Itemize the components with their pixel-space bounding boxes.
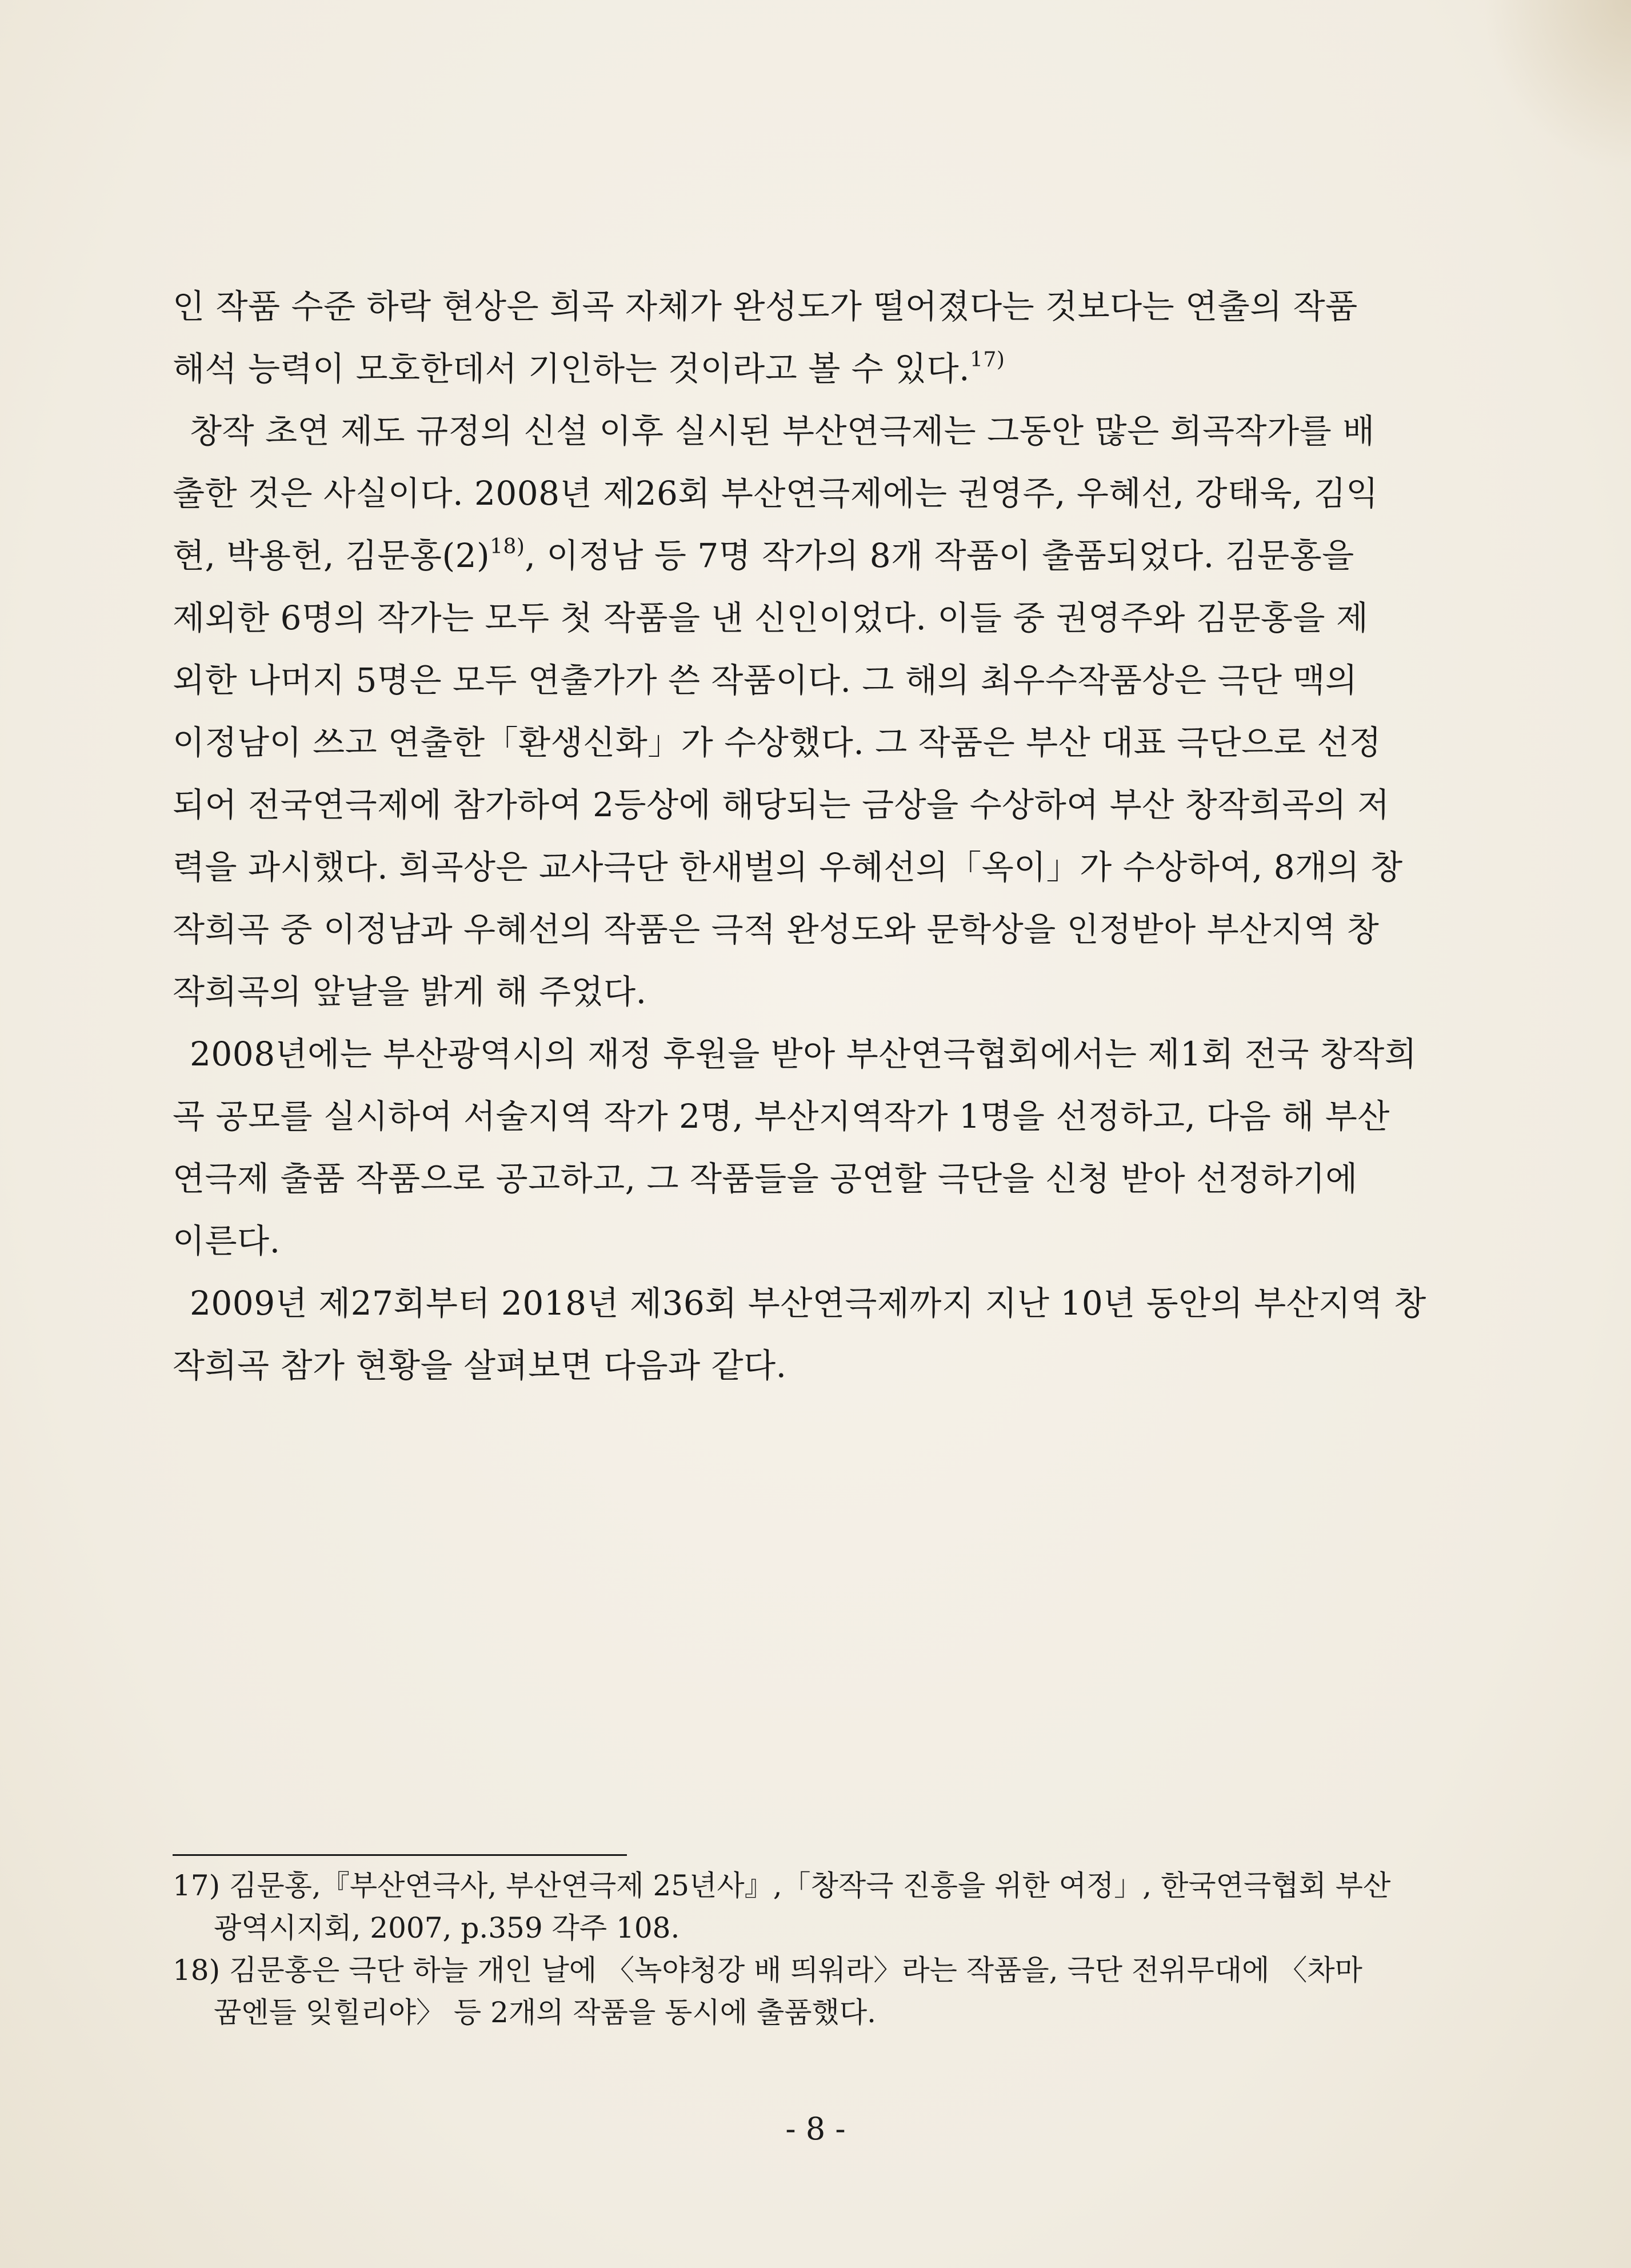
footnote-18-line-2: 꿈엔들 잊힐리야〉 등 2개의 작품을 동시에 출품했다. <box>214 1996 877 2029</box>
body-line-5 <box>173 525 1430 587</box>
footnote-17-line-1: 17) 김문홍,『부산연극사, 부산연극제 25년사』,「창작극 진흥을 위한 여정」, 한국연극협회 부산 <box>173 1869 1391 1902</box>
body-line-5-text-a: 현, 박용헌, 김문홍(2) <box>173 536 490 575</box>
footnote-17-line-2: 광역시지회, 2007, p.359 각주 108. <box>214 1911 680 1944</box>
footnote-18-line-1: 18) 김문홍은 극단 하늘 개인 날에 〈녹야청강 배 띄워라〉라는 작품을, 극단 전위무대에 〈차마 <box>173 1954 1362 1987</box>
body-line-7: 외한 나머지 5명은 모두 연출가가 쓴 작품이다. 그 해의 최우수작품상은 극단 맥의 <box>173 661 1358 700</box>
body-line-16: 이른다. <box>173 1221 281 1260</box>
body-line-1: 인 작품 수준 하락 현상은 희곡 자체가 완성도가 떨어졌다는 것보다는 연출의 작품 <box>173 287 1358 326</box>
body-line-4: 출한 것은 사실이다. 2008년 제26회 부산연극제에는 권영주, 우혜선, 강태욱, 김익 <box>173 474 1378 513</box>
body-line-12: 작희곡의 앞날을 밝게 해 주었다. <box>173 972 647 1011</box>
body-line-14: 곡 공모를 실시하여 서술지역 작가 2명, 부산지역작가 1명을 선정하고, 다음 해 부산 <box>173 1097 1390 1136</box>
footnote-ref-17[interactable]: 17) <box>970 348 1005 372</box>
body-line-2-text: 해석 능력이 모호한데서 기인하는 것이라고 볼 수 있다. <box>173 349 970 388</box>
body-line-11: 작희곡 중 이정남과 우혜선의 작품은 극적 완성도와 문학상을 인정받아 부산지역 창 <box>173 910 1380 949</box>
footnotes <box>173 1864 1430 2034</box>
body-line-10: 력을 과시했다. 희곡상은 교사극단 한새벌의 우혜선의「옥이」가 수상하여, 8개의 창 <box>173 848 1403 887</box>
footnote-ref-18[interactable]: 18) <box>490 535 525 558</box>
body-line-17: 2009년 제27회부터 2018년 제36회 부산연극제까지 지난 10년 동안의 부산지역 창 <box>190 1284 1426 1323</box>
body-line-5-text-b: , 이정남 등 7명 작가의 8개 작품이 출품되었다. 김문홍을 <box>525 536 1354 575</box>
body-line-3: 창작 초연 제도 규정의 신설 이후 실시된 부산연극제는 그동안 많은 희곡작가를 배 <box>190 412 1375 450</box>
body-text <box>173 275 1430 1397</box>
body-line-15: 연극제 출품 작품으로 공고하고, 그 작품들을 공연할 극단을 신청 받아 선정하기에 <box>173 1159 1358 1198</box>
body-line-8: 이정남이 쓰고 연출한「환생신화」가 수상했다. 그 작품은 부산 대표 극단으로 선정 <box>173 723 1382 762</box>
body-line-6: 제외한 6명의 작가는 모두 첫 작품을 낸 신인이었다. 이들 중 권영주와 김문홍을 제 <box>173 598 1369 637</box>
paper-stain <box>1482 0 1631 171</box>
body-line-9: 되어 전국연극제에 참가하여 2등상에 해당되는 금상을 수상하여 부산 창작희곡의 저 <box>173 785 1390 824</box>
page-number: - 8 - <box>785 2111 846 2147</box>
body-line-13: 2008년에는 부산광역시의 재정 후원을 받아 부산연극협회에서는 제1회 전국 창작희 <box>190 1035 1417 1073</box>
body-line-18: 작희곡 참가 현황을 살펴보면 다음과 같다. <box>173 1346 787 1385</box>
footnote-divider <box>173 1854 627 1856</box>
body-line-2 <box>173 338 1430 400</box>
